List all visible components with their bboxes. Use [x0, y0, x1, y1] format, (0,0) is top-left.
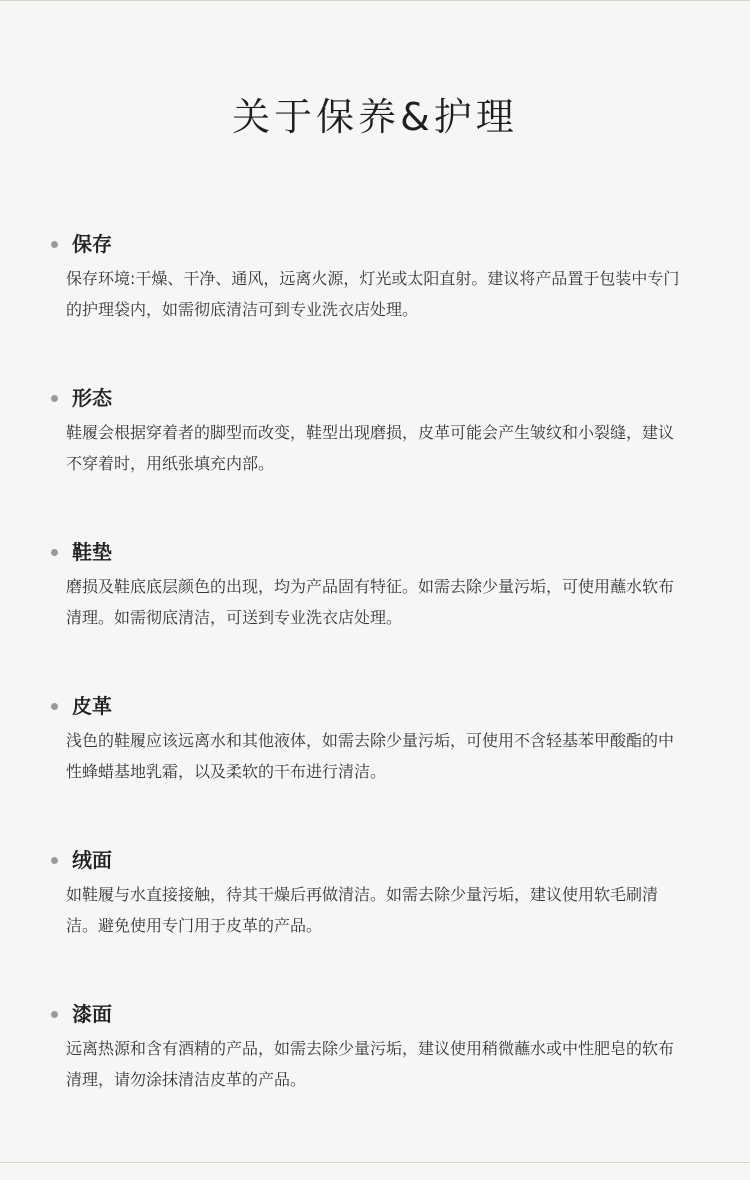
section-heading: 形态: [72, 386, 112, 410]
section-body: 如鞋履与水直接接触，待其干燥后再做清洁。如需去除少量污垢，建议使用软毛刷清洁。避免使用专门用于皮革的产品。: [66, 885, 659, 935]
section-heading: 漆面: [72, 1002, 112, 1026]
bullet-icon: [51, 395, 58, 402]
section-body: 远离热源和含有酒精的产品，如需去除少量污垢，建议使用稍微蘸水或中性肥皂的软布清理，请勿涂抹清洁皮革的产品。: [66, 1039, 675, 1089]
section-heading: 鞋垫: [72, 540, 112, 564]
section-leather: [0, 692, 750, 846]
section-heading: 皮革: [72, 694, 112, 718]
bullet-icon: [51, 1011, 58, 1018]
section-suede: [0, 846, 750, 1000]
care-sections: [0, 230, 750, 1154]
section-heading: 绒面: [72, 848, 112, 872]
section-storage: [0, 230, 750, 384]
section-body: 保存环境:干燥、干净、通风，远离火源，灯光或太阳直射。建议将产品置于包装中专门的护理袋内，如需彻底清洁可到专业洗衣店处理。: [66, 269, 680, 319]
bullet-icon: [51, 241, 58, 248]
bullet-icon: [51, 549, 58, 556]
bullet-icon: [51, 703, 58, 710]
section-body: 鞋履会根据穿着者的脚型而改变，鞋型出现磨损，皮革可能会产生皱纹和小裂缝，建议不穿着时，用纸张填充内部。: [66, 423, 675, 473]
bullet-icon: [51, 857, 58, 864]
section-heading: 保存: [72, 232, 112, 256]
bottom-divider: [0, 1162, 750, 1163]
section-insole: [0, 538, 750, 692]
top-divider: [0, 0, 750, 1]
section-patent: [0, 1000, 750, 1154]
section-shape: [0, 384, 750, 538]
page-title: 关于保养&护理: [232, 95, 518, 139]
section-body: 磨损及鞋底底层颜色的出现，均为产品固有特征。如需去除少量污垢，可使用蘸水软布清理。如需彻底清洁，可送到专业洗衣店处理。: [66, 577, 675, 627]
section-body: 浅色的鞋履应该远离水和其他液体，如需去除少量污垢，可使用不含轻基苯甲酸酯的中性蜂蜡基地乳霜，以及柔软的干布进行清洁。: [66, 731, 675, 781]
